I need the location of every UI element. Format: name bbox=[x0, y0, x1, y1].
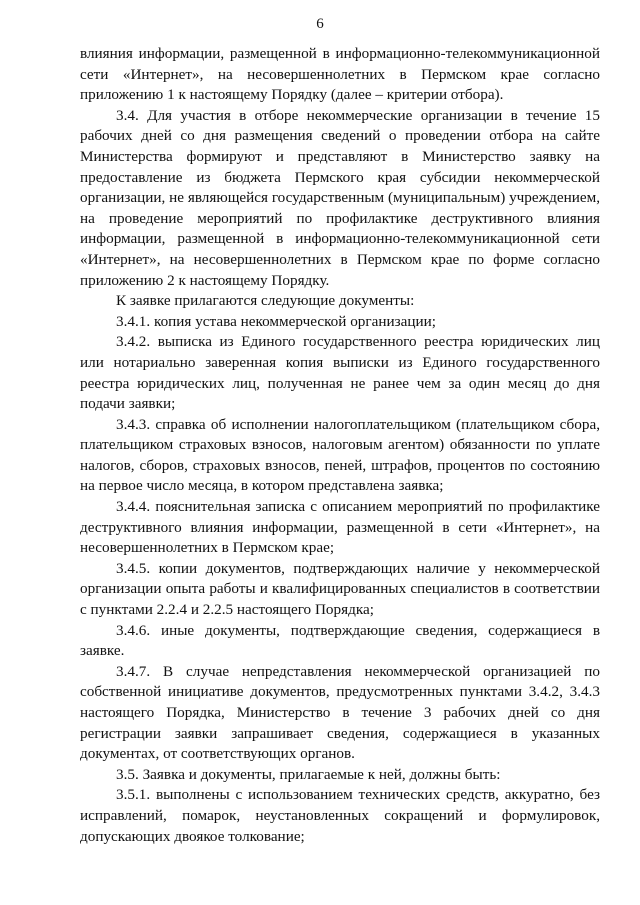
paragraph-3-4-6: 3.4.6. иные документы, подтверждающие сведения, содержащиеся в заявке. bbox=[80, 621, 600, 660]
paragraph-criteria-continuation: влияния информации, размещенной в информационно-телекоммуникационной сети «Интернет», на несовершеннолетних в Пермском крае согласно приложению 1 к настоящему Порядку (далее – критерии отбора). bbox=[80, 45, 600, 104]
paragraph-3-4: 3.4. Для участия в отборе некоммерческие организации в течение 15 рабочих дней со дня размещения сведений о проведении отбора на сайте Министерства формируют и представляют в Министерство заявку на предоставление из бюджета Пермского края субсидии некоммерческой организации, не являющейся государственным (муниципальным) учреждением, на проведение мероприятий по профилактике деструктивного влияния информации, размещенной в информационно-телекоммуникационной сети «Интернет», на несовершеннолетних в Пермском крае по форме согласно приложению 2 к настоящему Порядку. bbox=[80, 106, 600, 289]
document-body bbox=[80, 44, 600, 847]
paragraph-3-4-1: 3.4.1. копия устава некоммерческой организации; bbox=[116, 312, 436, 330]
paragraph-3-4-2: 3.4.2. выписка из Единого государственного реестра юридических лиц или нотариально заверенная копия выписки из Единого государственного реестра юридических лиц, полученная не ранее чем за один месяц до дня подачи заявки; bbox=[80, 333, 600, 413]
paragraph-3-4-3: 3.4.3. справка об исполнении налогоплательщиком (плательщиком сбора, плательщиком страховых взносов, налоговым агентом) обязанности по уплате налогов, сборов, страховых взносов, пеней, штрафов, процентов по состоянию на первое число месяца, в котором представлена заявка; bbox=[80, 415, 600, 495]
paragraph-3-5: 3.5. Заявка и документы, прилагаемые к ней, должны быть: bbox=[116, 765, 501, 783]
paragraph-3-4-5: 3.4.5. копии документов, подтверждающих наличие у некоммерческой организации опыта работы и квалифицированных специалистов в соответствии с пунктами 2.2.4 и 2.2.5 настоящего Порядка; bbox=[80, 559, 600, 619]
paragraph-3-4-7: 3.4.7. В случае непредставления некоммерческой организацией по собственной инициативе документов, предусмотренных пунктами 3.4.2, 3.4.3 настоящего Порядка, Министерство в течение 3 рабочих дней со дня регистрации заявки запрашивает сведения, содержащиеся в указанных документах, от соответствующих органов. bbox=[80, 662, 600, 763]
paragraph-3-5-1: 3.5.1. выполнены с использованием технических средств, аккуратно, без исправлений, помарок, неустановленных сокращений и формулировок, допускающих двоякое толкование; bbox=[80, 786, 600, 845]
paragraph-attachments-intro: К заявке прилагаются следующие документы: bbox=[116, 292, 415, 310]
paragraph-3-4-4: 3.4.4. пояснительная записка с описанием мероприятий по профилактике деструктивного влияния информации, размещенной в сети «Интернет», на несовершеннолетних в Пермском крае; bbox=[80, 498, 600, 557]
page-number: 6 bbox=[316, 16, 324, 32]
